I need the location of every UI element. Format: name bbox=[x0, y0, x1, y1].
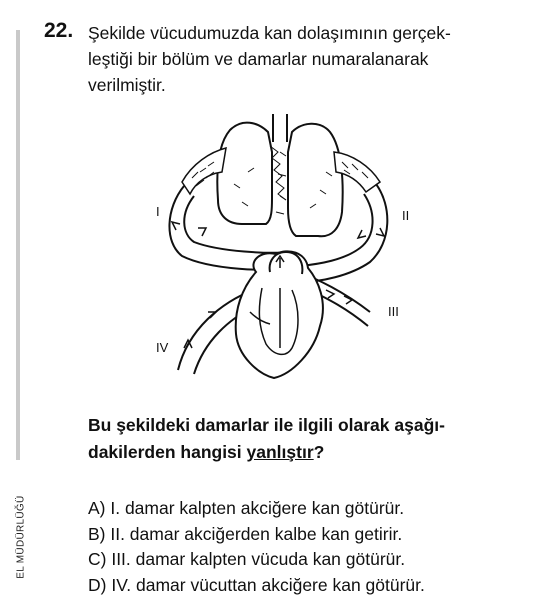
question-text-line3: verilmiştir. bbox=[88, 75, 166, 95]
side-label: EL MÜDÜRLÜĞÜ bbox=[15, 495, 27, 579]
question-text bbox=[88, 20, 528, 98]
question-text-line1: Şekilde vücudumuzda kan dolaşımının gerçek- bbox=[88, 23, 451, 43]
option-c[interactable]: C) III. damar kalpten vücuda kan götürür. bbox=[88, 549, 406, 569]
right-lung bbox=[288, 124, 343, 237]
label-II: II bbox=[402, 208, 410, 223]
label-I: I bbox=[156, 204, 160, 219]
question-number: 22. bbox=[44, 19, 74, 42]
prompt-line1: Bu şekildeki damarlar ile ilgili olarak aşağı- bbox=[88, 415, 445, 435]
option-b[interactable]: B) II. damar akciğerden kalbe kan getirir. bbox=[88, 523, 403, 544]
question-prompt bbox=[88, 412, 528, 466]
prompt-line2 bbox=[88, 439, 528, 466]
left-lung bbox=[217, 123, 272, 224]
circulation-diagram bbox=[130, 112, 430, 392]
label-IV: IV bbox=[156, 340, 169, 355]
option-a[interactable]: A) I. damar kalpten akciğere kan götürür. bbox=[88, 498, 405, 518]
trachea bbox=[273, 114, 287, 142]
prompt-underlined-word: yanlıştır bbox=[246, 442, 314, 462]
margin-bar bbox=[16, 30, 20, 460]
question-text-line2: leştiği bir bölüm ve damarlar numaralanarak bbox=[88, 49, 429, 69]
option-d[interactable]: D) IV. damar vücuttan akciğere kan götürür. bbox=[88, 574, 425, 595]
prompt-line2-prefix: dakilerden hangisi bbox=[88, 442, 247, 462]
prompt-line2-suffix: ? bbox=[313, 442, 325, 462]
label-III: III bbox=[388, 304, 399, 319]
answer-options bbox=[88, 496, 425, 598]
